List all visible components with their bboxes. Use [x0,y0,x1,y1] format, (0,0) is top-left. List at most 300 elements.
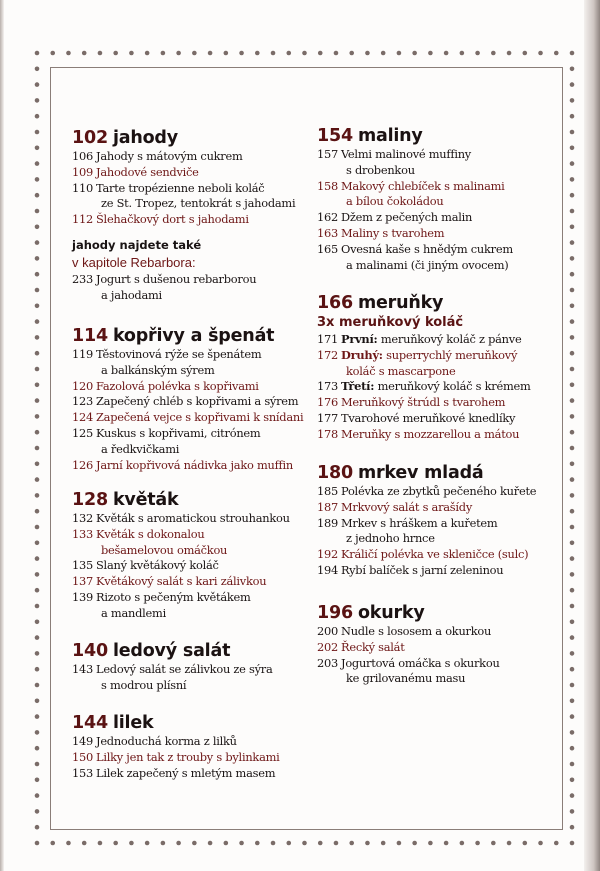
border-dot [255,841,260,846]
page-number: 158 [317,178,338,193]
index-entry[interactable] [317,516,557,548]
border-dot [82,51,87,56]
border-dot [224,841,229,846]
border-dot [570,82,575,87]
border-dot [397,841,402,846]
border-dot [381,841,386,846]
section-page-number: 180 [317,463,353,483]
index-section [72,640,312,694]
border-dot [570,667,575,672]
border-dot [35,82,40,87]
section-title: ledový salát [112,641,231,661]
border-dot [570,51,575,56]
border-dot [570,477,575,482]
border-dot [570,240,575,245]
page-number: 112 [72,212,93,227]
index-entry[interactable] [72,511,312,527]
border-dot [570,114,575,119]
border-dot [35,193,40,198]
border-dot [35,67,40,72]
border-dot [570,651,575,656]
border-dot [35,477,40,482]
entry-title [96,558,312,574]
entry-title [341,640,557,656]
border-dot [507,841,512,846]
page-number: 120 [72,378,93,393]
index-entry[interactable] [72,662,312,694]
page-number: 110 [72,180,93,195]
index-entry[interactable] [317,547,557,563]
entry-title [341,179,557,211]
index-section [317,292,557,443]
border-dot [570,809,575,814]
border-dot [192,841,197,846]
index-entry[interactable] [317,210,557,226]
border-dot [35,588,40,593]
border-dot [507,51,512,56]
entry-title [341,210,557,226]
border-dot [35,746,40,751]
entry-line: Jogurt s dušenou rebarborou [96,271,257,286]
page-number: 189 [317,515,338,530]
border-dot [570,841,575,846]
entry-line: Mrkev s hráškem a kuřetem [341,515,498,530]
index-entry[interactable] [317,242,557,274]
border-dot [98,841,103,846]
border-dot [570,319,575,324]
entry-line: Jogurtová omáčka s okurkou [341,655,500,670]
border-dot [82,841,87,846]
entry-title [96,410,312,426]
border-dot [428,841,433,846]
border-dot [570,493,575,498]
index-entry[interactable] [317,411,557,427]
page-number: 125 [72,425,93,440]
border-dot [570,714,575,719]
index-entry[interactable] [317,484,557,500]
entry-title [96,511,312,527]
border-dot [35,762,40,767]
page-number: 203 [317,655,338,670]
index-entry[interactable] [317,379,557,395]
index-entry[interactable] [317,226,557,242]
index-entry[interactable] [72,558,312,574]
index-entry[interactable] [72,426,312,458]
border-dot [570,256,575,261]
entry-label: Třetí: [341,379,375,394]
entry-line: Fazolová polévka s kopřivami [96,378,259,393]
entry-line: Květák s dokonalou [96,526,205,541]
border-dot [50,841,55,846]
entry-title [96,458,312,474]
entry-title [96,272,312,304]
index-entry[interactable] [72,394,312,410]
border-dot [35,383,40,388]
page-number: 172 [317,347,338,362]
section-title: mrkev mladá [357,463,484,483]
border-dot [318,841,323,846]
border-dot [35,98,40,103]
border-dot [412,51,417,56]
border-dot [161,841,166,846]
entry-line: Ovesná kaše s hnědým cukrem [341,241,513,256]
entry-line-continued: a ředkvičkami [101,441,180,456]
entry-line: Džem z pečených malin [341,210,473,225]
border-dot [35,841,40,846]
entry-line: Jahody s mátovým cukrem [96,149,243,163]
index-entry[interactable] [72,750,312,766]
border-dot [271,51,276,56]
entry-line: Nudle s lososem a okurkou [341,624,492,638]
entry-title [96,574,312,590]
index-entry[interactable] [72,181,312,213]
section-heading [317,462,557,484]
index-entry[interactable] [72,590,312,622]
entry-title [341,484,557,500]
entry-line: Velmi malinové muffiny [341,147,471,161]
border-dot [570,556,575,561]
border-dot [570,288,575,293]
section-title: okurky [357,603,425,623]
entry-line: meruňkový koláč z pánve [380,332,522,346]
entry-line: Meruňkový štrúdl s tvarohem [341,395,506,410]
border-dot [570,430,575,435]
entry-line-continued: bešamelovou omáčkou [101,542,228,557]
border-dot [35,541,40,546]
border-dot [286,841,291,846]
border-dot [491,51,496,56]
border-dot [570,462,575,467]
border-dot [35,114,40,119]
border-dot [302,51,307,56]
border-dot [444,841,449,846]
border-dot [224,51,229,56]
border-dot [570,762,575,767]
border-dot [570,620,575,625]
border-dot [570,335,575,340]
border-dot [35,430,40,435]
border-dot [570,98,575,103]
page-number: 165 [317,241,338,256]
border-dot [570,193,575,198]
entry-title [96,347,312,379]
entry-line-continued: z jednoho hrnce [346,531,435,546]
border-dot [35,635,40,640]
entry-line: meruňkový koláč s krémem [377,379,531,394]
entry-line: Zapečený chléb s kopřivami a sýrem [96,394,299,409]
entry-line: Lilek zapečený s mletým masem [96,765,276,780]
border-dot [570,778,575,783]
page-number: 171 [317,332,338,346]
entry-line: Jahodové sendviče [96,164,199,179]
entry-line: Květák s aromatickou strouhankou [96,511,290,525]
border-dot [286,51,291,56]
entry-line-continued: a bílou čokoládou [346,194,444,209]
section-page-number: 102 [72,128,108,148]
border-dot [365,841,370,846]
entry-line: Tarte tropézienne neboli koláč [96,180,265,195]
page-edge-left [0,0,4,871]
border-dot [475,51,480,56]
entry-line: Mrkvový salát s arašídy [341,499,473,514]
section-page-number: 144 [72,713,108,733]
border-dot [35,604,40,609]
section-title: meruňky [357,293,444,313]
index-entry[interactable] [317,640,557,656]
border-dot [35,256,40,261]
section-title: květák [112,490,179,510]
border-dot [302,841,307,846]
border-dot [35,793,40,798]
border-dot [35,367,40,372]
border-dot [522,841,527,846]
index-entry[interactable] [317,624,557,640]
page-number: 187 [317,499,338,514]
section-heading [72,640,312,662]
border-dot [35,730,40,735]
border-dot [35,351,40,356]
border-dot [570,209,575,214]
border-dot [239,841,244,846]
border-dot [35,809,40,814]
entry-title [341,547,557,563]
border-dot [35,714,40,719]
index-entry[interactable] [317,332,557,348]
border-dot [35,572,40,577]
page-number: 106 [72,149,93,163]
index-entry[interactable] [317,656,557,688]
entry-title [341,147,557,179]
index-entry[interactable] [72,272,312,304]
entry-line-continued: koláč s mascarpone [346,363,456,378]
border-dot [35,414,40,419]
border-dot [35,667,40,672]
index-entry[interactable] [72,212,312,228]
border-dot [35,130,40,135]
border-dot [192,51,197,56]
border-dot [239,51,244,56]
border-dot [334,841,339,846]
entry-title [341,427,557,443]
index-entry[interactable] [72,165,312,181]
border-dot [570,351,575,356]
border-dot [412,841,417,846]
border-dot [570,588,575,593]
border-dot [145,51,150,56]
border-dot [428,51,433,56]
index-section [72,712,312,781]
page-number: 176 [317,395,338,410]
entry-title [341,563,557,579]
border-dot [35,699,40,704]
entry-title [96,181,312,213]
entry-line: Králičí polévka ve skleničce (sulc) [341,547,529,562]
border-dot [145,841,150,846]
entry-title [96,149,312,165]
page-edge-right [584,0,600,871]
section-title: maliny [357,126,423,146]
entry-line-continued: s modrou plísní [101,677,187,692]
border-dot [570,383,575,388]
page-number: 126 [72,457,93,472]
border-dot [176,841,181,846]
section-page-number: 154 [317,126,353,146]
index-entry[interactable] [317,147,557,179]
page-number: 194 [317,562,338,577]
entry-line: Řecký salát [341,639,405,654]
index-entry[interactable] [72,734,312,750]
page-number: 202 [317,639,338,654]
index-entry[interactable] [317,179,557,211]
entry-title [96,426,312,458]
index-entry[interactable] [72,410,312,426]
entry-line: Jarní kopřivová nádivka jako muffin [96,457,293,472]
border-dot [554,51,559,56]
page-number: 173 [317,379,338,394]
entry-title [341,624,557,640]
index-entry[interactable] [317,427,557,443]
border-dot [35,335,40,340]
index-entry[interactable] [72,347,312,379]
entry-line: Tvarohové meruňkové knedlíky [341,410,516,425]
border-dot [255,51,260,56]
border-dot [570,699,575,704]
index-section [72,489,312,622]
entry-title [341,242,557,274]
border-dot [35,462,40,467]
section-heading [72,127,312,149]
index-entry[interactable] [72,379,312,395]
border-dot [208,51,213,56]
border-dot [35,556,40,561]
entry-title [96,394,312,410]
border-dot [129,51,134,56]
border-dot [570,541,575,546]
border-dot [570,414,575,419]
entry-line: Kuskus s kopřivami, citrónem [96,425,261,440]
section-heading [72,489,312,511]
index-entry[interactable] [317,395,557,411]
entry-line: Maliny s tvarohem [341,225,445,240]
border-dot [570,572,575,577]
border-dot [35,620,40,625]
border-dot [35,398,40,403]
entry-line: Zapečená vejce s kopřivami k snídani [96,410,304,425]
border-dot [129,841,134,846]
entry-title [341,411,557,427]
border-dot [66,51,71,56]
border-dot [35,683,40,688]
index-entry[interactable] [72,149,312,165]
border-dot [538,841,543,846]
index-entry[interactable] [72,574,312,590]
border-dot [570,446,575,451]
entry-title [96,750,312,766]
page-number: 192 [317,547,338,562]
entry-line: Polévka ze zbytků pečeného kuřete [341,484,537,498]
border-dot [475,841,480,846]
page-number: 177 [317,410,338,425]
entry-line-continued: a balkánským sýrem [101,362,215,377]
border-dot [349,841,354,846]
index-entry[interactable] [72,458,312,474]
entry-title [96,766,312,782]
page-number: 185 [317,484,338,498]
border-dot [570,304,575,309]
entry-line: Ledový salát se zálivkou ze sýra [96,662,273,676]
page-number: 150 [72,749,93,764]
page-number: 200 [317,624,338,638]
entry-line: Květákový salát s kari zálivkou [96,574,267,589]
page-number: 153 [72,765,93,780]
entry-title [96,734,312,750]
index-entry[interactable] [317,500,557,516]
border-dot [554,841,559,846]
entry-line: Těstovinová rýže se špenátem [96,347,262,361]
border-dot [460,51,465,56]
border-dot [570,398,575,403]
entry-title [341,500,557,516]
page-number: 163 [317,225,338,240]
border-dot [271,841,276,846]
entry-line: Makový chlebíček s malinami [341,178,505,193]
entry-title [96,379,312,395]
page-number: 157 [317,147,338,161]
page-number: 133 [72,526,93,541]
border-dot [570,225,575,230]
border-dot [113,51,118,56]
index-entry[interactable] [72,766,312,782]
cross-reference-title: jahody najdete také [72,237,202,252]
entry-line-continued: ke grilovanému masu [346,671,466,686]
index-entry[interactable] [72,527,312,559]
page-number: 149 [72,734,93,748]
entry-line-continued: a malinami (či jiným ovocem) [346,257,509,272]
section-page-number: 196 [317,603,353,623]
border-dot [570,793,575,798]
border-dot [570,525,575,530]
border-dot [35,177,40,182]
section-page-number: 128 [72,490,108,510]
border-dot [570,746,575,751]
page-number: 123 [72,394,93,409]
border-dot [570,604,575,609]
border-dot [66,841,71,846]
border-dot [35,51,40,56]
border-dot [460,841,465,846]
entry-line: Meruňky s mozzarellou a mátou [341,426,520,441]
border-dot [35,525,40,530]
index-entry[interactable] [317,563,557,579]
border-dot [538,51,543,56]
index-entry[interactable] [317,348,557,380]
index-section [72,325,312,473]
border-dot [365,51,370,56]
entry-line: Rizoto s pečeným květákem [96,589,251,604]
entry-title [341,379,557,395]
border-dot [570,177,575,182]
section-page-number: 166 [317,293,353,313]
border-dot [570,272,575,277]
border-dot [35,493,40,498]
border-dot [349,51,354,56]
border-dot [570,730,575,735]
entry-title [341,348,557,380]
entry-title [96,662,312,694]
entry-line: Slaný květákový koláč [96,558,219,573]
entry-line-continued: a mandlemi [101,605,166,620]
border-dot [35,319,40,324]
